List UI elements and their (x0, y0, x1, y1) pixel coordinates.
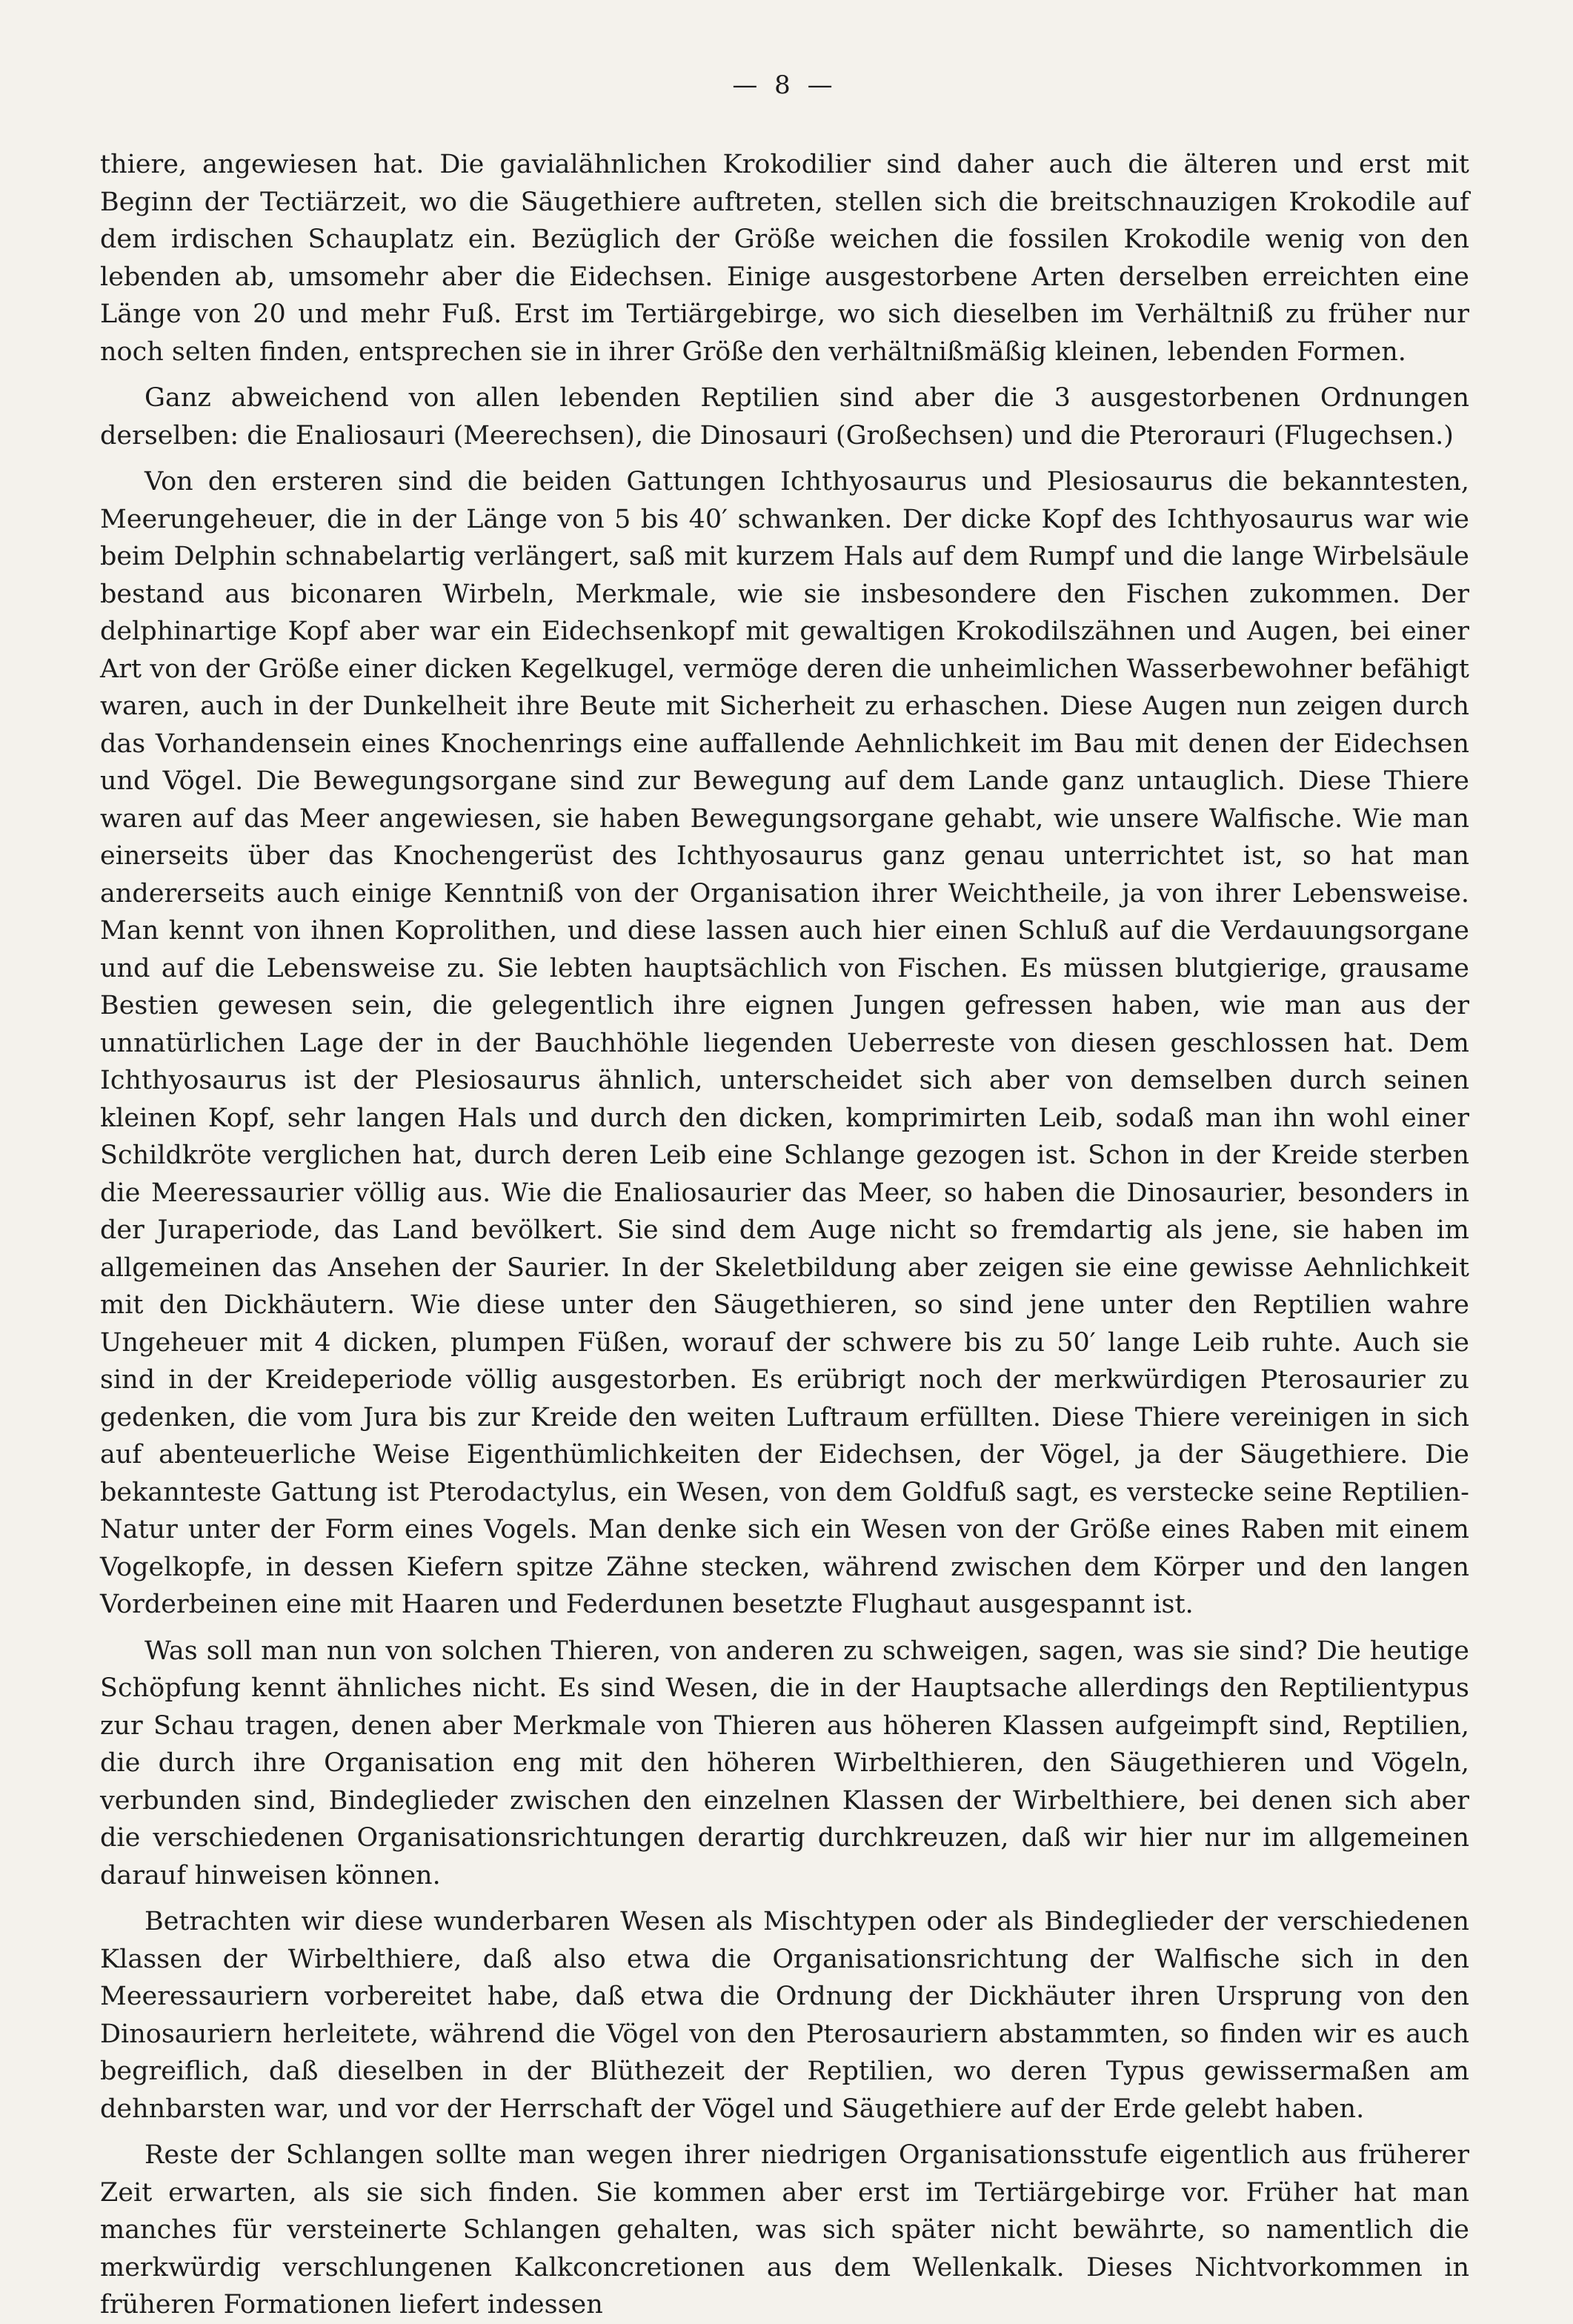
page-number: — 8 — (732, 70, 837, 100)
paragraph-3: Von den ersteren sind die beiden Gattungen Ichthyosaurus und Plesiosaurus die bekanntesten, Meerungeheuer, die in der Länge von 5 bis 40′ schwanken. Der dicke Kopf des Ichthyosaurus war wie beim Delphin schnabelartig verlängert, saß mit kurzem Hals auf dem Rumpf und die lange Wirbelsäule bestand aus biconaren Wirbeln, Merkmale, wie sie insbesondere den Fischen zukommen. Der delphinartige Kopf aber war ein Eidechsenkopf mit gewaltigen Krokodilszähnen und Augen, bei einer Art von der Größe einer dicken Kegelkugel, vermöge deren die unheimlichen Wasserbewohner befähigt waren, auch in der Dunkelheit ihre Beute mit Sicherheit zu erhaschen. Diese Augen nun zeigen durch das Vorhandensein eines Knochenrings eine auffallende Aehnlichkeit im Bau mit denen der Eidechsen und Vögel. Die Bewegungsorgane sind zur Bewegung auf dem Lande ganz untauglich. Diese Thiere waren auf das Meer angewiesen, sie haben Bewegungsorgane gehabt, wie unsere Walfische. Wie man einerseits über das Knochengerüst des Ichthyosaurus ganz genau unterrichtet ist, so hat man andererseits auch einige Kenntniß von der Organisation ihrer Weichtheile, ja von ihrer Lebensweise. Man kennt von ihnen Koprolithen, und diese lassen auch hier einen Schluß auf die Verdauungsorgane und auf die Lebensweise zu. Sie lebten hauptsächlich von Fischen. Es müssen blutgierige, grausame Bestien gewesen sein, die gelegentlich ihre eignen Jungen gefressen haben, wie man aus der unnatürlichen Lage der in der Bauchhöhle liegenden Ueberreste von diesen geschlossen hat. Dem Ichthyosaurus ist der Plesiosaurus ähnlich, unterscheidet sich aber von demselben durch seinen kleinen Kopf, sehr langen Hals und durch den dicken, komprimirten Leib, sodaß man ihn wohl einer Schildkröte verglichen hat, durch deren Leib eine Schlange gezogen ist. Schon in der Kreide sterben die Meeressaurier völlig aus. Wie die Enaliosaurier das Meer, so haben die Dinosaurier, besonders in der Juraperiode, das Land bevölkert. Sie sind dem Auge nicht so fremdartig als jene, sie haben im allgemeinen das Ansehen der Saurier. In der Skeletbildung aber zeigen sie eine gewisse Aehnlichkeit mit den Dickhäutern. Wie diese unter den Säugethieren, so sind jene unter den Reptilien wahre Ungeheuer mit 4 dicken, plumpen Füßen, worauf der schwere bis zu 50′ lange Leib ruhte. Auch sie sind in der Kreideperiode völlig ausgestorben. Es erübrigt noch der merkwürdigen Pterosaurier zu gedenken, die vom Jura bis zur Kreide den weiten Luftraum erfüllten. Diese Thiere vereinigen in sich auf abenteuerliche Weise Eigenthümlichkeiten der Eidechsen, der Vögel, ja der Säugethiere. Die bekannteste Gattung ist Pterodactylus, ein Wesen, von dem Goldfuß sagt, es verstecke seine Reptilien-Natur unter der Form eines Vogels. Man denke sich ein Wesen von der Größe eines Raben mit einem Vogelkopfe, in dessen Kiefern spitze Zähne stecken, während zwischen dem Körper und den langen Vorderbeinen eine mit Haaren und Federdunen besetzte Flughaut ausgespannt ist. (100, 467, 1469, 1619)
paragraph-6: Reste der Schlangen sollte man wegen ihrer niedrigen Organisationsstufe eigentlich aus früherer Zeit erwarten, als sie sich finden. Sie kommen aber erst im Tertiärgebirge vor. Früher hat man manches für versteinerte Schlangen gehalten, was sich später nicht bewährte, so namentlich die merkwürdig verschlungenen Kalkconcretionen aus dem Wellenkalk. Dieses Nichtvorkommen in früheren Formationen liefert indessen (100, 2140, 1469, 2320)
paragraph-4: Was soll man nun von solchen Thieren, von anderen zu schweigen, sagen, was sie sind? Die heutige Schöpfung kennt ähnliches nicht. Es sind Wesen, die in der Hauptsache allerdings den Reptilientypus zur Schau tragen, denen aber Merkmale von Thieren aus höheren Klassen aufgeimpft sind, Reptilien, die durch ihre Organisation eng mit den höheren Wirbelthieren, den Säugethieren und Vögeln, verbunden sind, Bindeglieder zwischen den einzelnen Klassen der Wirbelthiere, bei denen sich aber die verschiedenen Organisationsrichtungen derartig durchkreuzen, daß wir hier nur im allgemeinen darauf hinweisen können. (100, 1636, 1469, 1890)
paragraph-5: Betrachten wir diese wunderbaren Wesen als Mischtypen oder als Bindeglieder der verschiedenen Klassen der Wirbelthiere, daß also etwa die Organisationsrichtung der Walfische sich in den Meeressauriern vorbereitet habe, daß etwa die Ordnung der Dickhäuter ihren Ursprung von den Dinosauriern herleitete, während die Vögel von den Pterosauriern abstammten, so finden wir es auch begreiflich, daß dieselben in der Blüthezeit der Reptilien, wo deren Typus gewissermaßen am dehnbarsten war, und vor der Herrschaft der Vögel und Säugethiere auf der Erde gelebt haben. (100, 1907, 1469, 2124)
paragraph-2: Ganz abweichend von allen lebenden Reptilien sind aber die 3 ausgestorbenen Ordnungen derselben: die Enaliosauri (Meerechsen), die Dinosauri (Großechsen) und die Pterorauri (Flugechsen.) (100, 383, 1469, 451)
paragraph-1: thiere, angewiesen hat. Die gavialähnlichen Krokodilier sind daher auch die älteren und erst mit Beginn der Tectiärzeit, wo die Säugethiere auftreten, stellen sich die breitschnauzigen Krokodile auf dem irdischen Schauplatz ein. Bezüglich der Größe weichen die fossilen Krokodile wenig von den lebenden ab, umsomehr aber die Eidechsen. Einige ausgestorbene Arten derselben erreichten eine Länge von 20 und mehr Fuß. Erst im Tertiärgebirge, wo sich dieselben im Verhältniß zu früher nur noch selten finden, entsprechen sie in ihrer Größe den verhältnißmäßig kleinen, lebenden Formen. (100, 150, 1469, 367)
